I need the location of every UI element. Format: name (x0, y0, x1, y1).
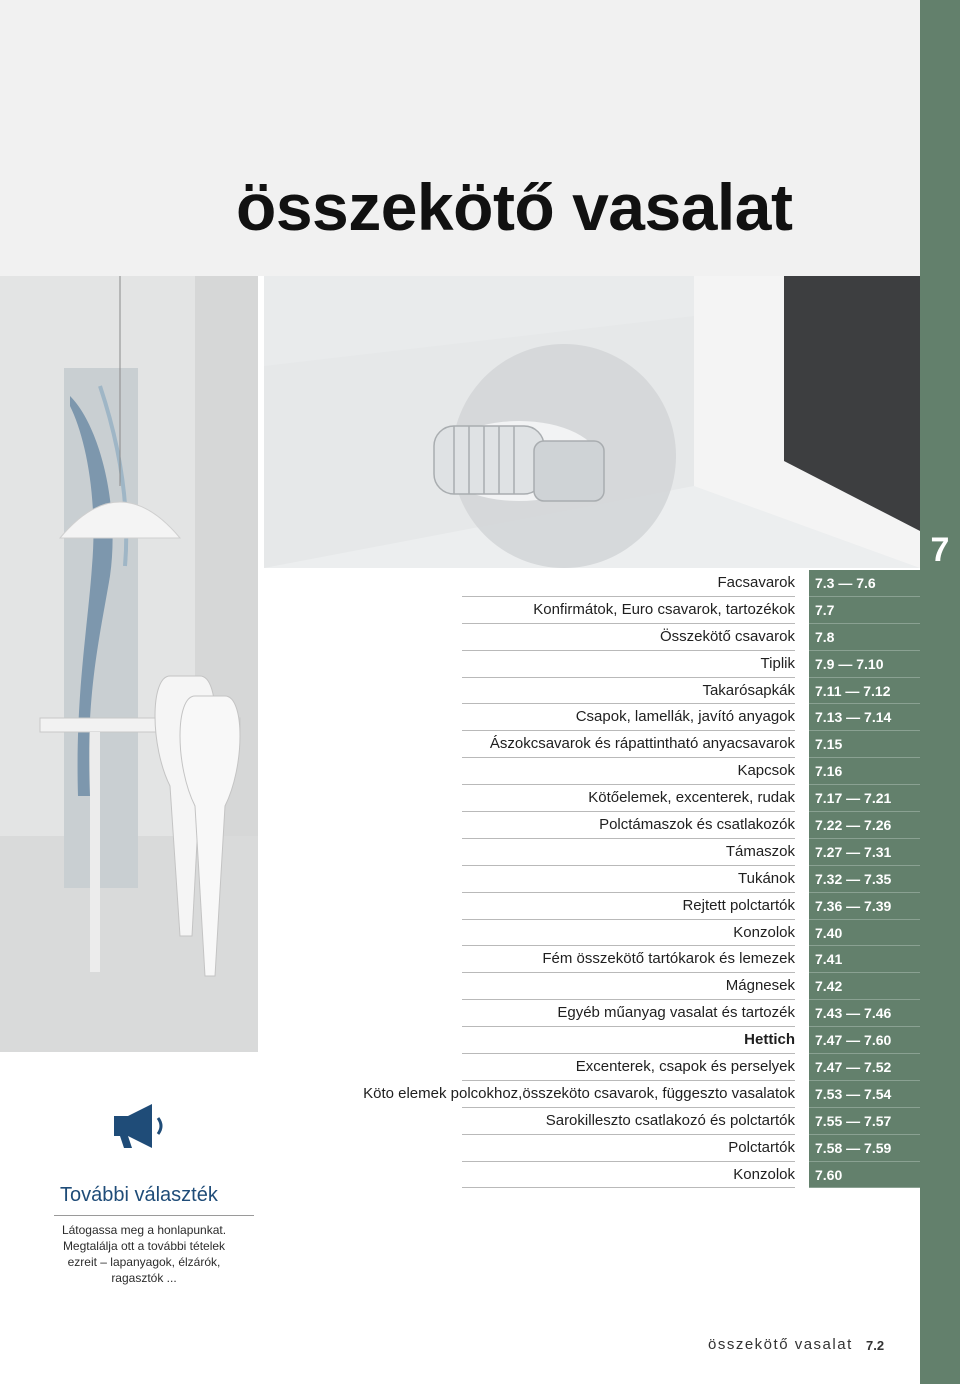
further-selection-title: További választék (60, 1184, 218, 1206)
index-pages: 7.32 — 7.35 (809, 866, 920, 893)
index-pages: 7.40 (809, 920, 920, 947)
index-row (264, 1162, 920, 1189)
page-number: 7.2 (866, 1338, 885, 1353)
index-label: Ászokcsavarok és rápattintható anyacsavarok (489, 735, 795, 753)
index-row (264, 893, 920, 920)
chapter-tab (920, 0, 960, 1384)
index-row (264, 1027, 920, 1054)
index-pages: 7.47 — 7.52 (809, 1054, 920, 1081)
index-pages: 7.3 — 7.6 (809, 570, 920, 597)
index-pages: 7.36 — 7.39 (809, 893, 920, 920)
index-row (264, 946, 920, 973)
index-pages: 7.7 (809, 597, 920, 624)
index-row (264, 704, 920, 731)
row-divider (462, 1187, 795, 1188)
index-label: Támaszok (725, 842, 795, 860)
index-row (264, 1135, 920, 1162)
index-row (264, 1054, 920, 1081)
index-label: Rejtett polctartók (682, 896, 795, 914)
index-row (264, 839, 920, 866)
index-label: Polctámaszok és csatlakozók (599, 816, 795, 834)
index-row (264, 731, 920, 758)
index-row (264, 866, 920, 893)
chapter-number: 7 (930, 531, 950, 569)
index-label: Csapok, lamellák, javító anyagok (575, 708, 795, 726)
further-selection-text: Látogassa meg a honlapunkat. Megtalálja ott a további tételek ezreit – lapanyagok, élzárók, ragasztók ... (61, 1223, 227, 1285)
index-label: Facsavarok (717, 574, 795, 591)
index-pages: 7.17 — 7.21 (809, 785, 920, 812)
index-row (264, 651, 920, 678)
index-label: Összekötő csavarok (659, 627, 795, 645)
index-row (264, 1108, 920, 1135)
index-row (264, 920, 920, 947)
index-label: Mágnesek (725, 977, 795, 995)
index-label: Tukánok (738, 869, 795, 887)
index-label: Konzolok (733, 1165, 795, 1183)
index-pages: 7.60 (809, 1162, 920, 1189)
index-label: Polctartók (728, 1138, 795, 1156)
index-pages: 7.58 — 7.59 (809, 1135, 920, 1162)
index-pages: 7.13 — 7.14 (809, 704, 920, 731)
index-label: Sarokilleszto csatlakozó és polctartók (545, 1111, 795, 1129)
index-row (264, 1000, 920, 1027)
index-row (264, 597, 920, 624)
index-pages: 7.15 (809, 731, 920, 758)
index-label: Takarósapkák (702, 681, 795, 699)
interior-photo (0, 276, 258, 1052)
index-label: Köto elemek polcokhoz,összeköto csavarok, függeszto vasalatok (363, 1084, 795, 1102)
index-pages: 7.27 — 7.31 (809, 839, 920, 866)
index-pages: 7.16 (809, 758, 920, 785)
index-row (264, 678, 920, 705)
index-label: Kapcsok (737, 762, 795, 780)
index-pages: 7.42 (809, 973, 920, 1000)
index-label: Tiplik (760, 654, 795, 672)
index-row (264, 758, 920, 785)
page-title: összekötő vasalat (236, 170, 793, 244)
index-pages: 7.41 (809, 946, 920, 973)
index-label: Kötőelemek, excenterek, rudak (588, 789, 795, 807)
index-label: Fém összekötő tartókarok és lemezek (542, 950, 795, 968)
index-pages: 7.11 — 7.12 (809, 678, 920, 705)
index-pages: 7.55 — 7.57 (809, 1108, 920, 1135)
index-row (264, 812, 920, 839)
index-row (264, 570, 920, 597)
product-photo (264, 276, 920, 568)
contents-index (264, 570, 920, 1188)
index-pages: 7.9 — 7.10 (809, 651, 920, 678)
index-label: Egyéb műanyag vasalat és tartozék (557, 1004, 795, 1022)
footer-title: összekötő vasalat (708, 1336, 853, 1353)
megaphone-icon (112, 1102, 168, 1150)
index-pages: 7.8 (809, 624, 920, 651)
index-label: Konzolok (733, 923, 795, 941)
divider (54, 1215, 254, 1216)
index-row (264, 624, 920, 651)
index-row (264, 973, 920, 1000)
index-label: Hettich (744, 1031, 795, 1049)
index-row (264, 785, 920, 812)
index-pages: 7.22 — 7.26 (809, 812, 920, 839)
index-label: Excenterek, csapok és perselyek (575, 1058, 795, 1076)
index-row (264, 1081, 920, 1108)
index-pages: 7.47 — 7.60 (809, 1027, 920, 1054)
index-pages: 7.53 — 7.54 (809, 1081, 920, 1108)
index-label: Konfirmátok, Euro csavarok, tartozékok (533, 600, 795, 618)
index-pages: 7.43 — 7.46 (809, 1000, 920, 1027)
